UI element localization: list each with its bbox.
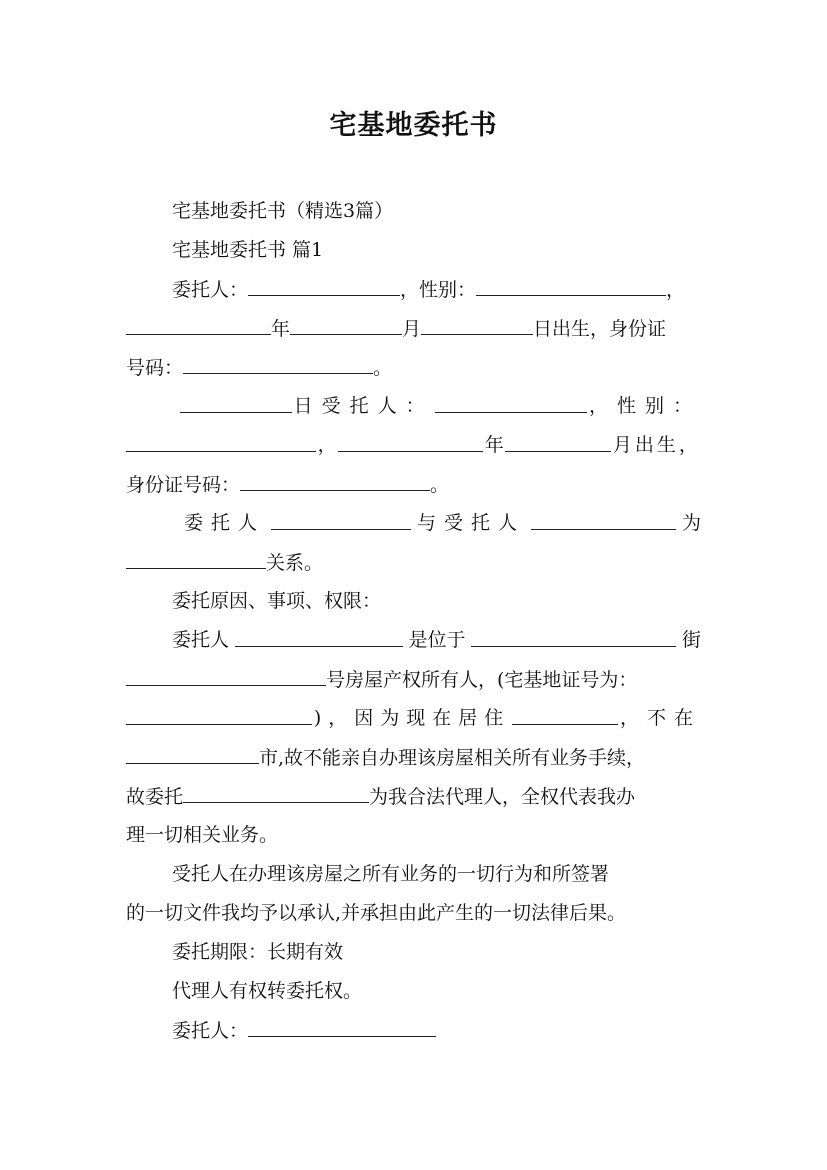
blank-field	[126, 705, 312, 725]
paragraph-line: 理一切相关业务。	[126, 824, 279, 846]
blank-field	[505, 432, 611, 452]
transfer-line: 代理人有权转委托权。	[172, 980, 363, 1002]
residence-line-2	[126, 744, 701, 770]
paragraph-line: 受托人在办理该房屋之所有业务的一切行为和所签署	[172, 863, 610, 885]
id-line	[126, 354, 701, 380]
text: 日受托人：	[293, 395, 434, 417]
blank-field	[126, 432, 316, 452]
paragraph-line: 的一切文件我均予以承认,并承担由此产生的一切法律后果。	[126, 902, 627, 924]
agent-appoint-line	[126, 783, 701, 809]
text: 年	[271, 318, 291, 340]
text: 号房屋产权所有人，(宅基地证号为：	[326, 669, 638, 691]
blank-field	[435, 393, 587, 413]
blank-field	[180, 393, 292, 413]
blank-field	[126, 744, 259, 764]
principal-line	[172, 276, 701, 302]
text: 关系。	[266, 552, 324, 574]
text: 月出生，	[612, 434, 701, 456]
subtitle: 宅基地委托书（精选3篇）	[172, 200, 394, 222]
blank-field	[183, 783, 369, 803]
text: 是位于	[408, 629, 466, 651]
text: 日出生，身份证	[533, 318, 667, 340]
text: ，性别：	[400, 279, 477, 301]
blank-field	[421, 315, 533, 335]
blank-field	[271, 510, 411, 530]
blank-field	[531, 510, 676, 530]
blank-field	[248, 276, 400, 296]
text: 为	[681, 512, 701, 534]
blank-field	[126, 666, 326, 686]
text: 号码：	[126, 357, 184, 379]
text: ，不在	[619, 707, 701, 729]
text: ，	[317, 434, 337, 456]
text: 为我合法代理人，全权代表我办	[369, 786, 636, 808]
text: 委托人	[172, 629, 230, 651]
blank-field	[290, 315, 402, 335]
text: 委托人：	[172, 279, 249, 301]
text: 。	[430, 474, 450, 496]
blank-field	[476, 276, 666, 296]
relation-line-2	[126, 549, 701, 575]
property-line	[172, 627, 701, 653]
text: 市,故不能亲自办理该房屋相关所有业务手续，	[259, 747, 646, 769]
blank-field	[471, 627, 676, 647]
text: 故委托	[126, 786, 184, 808]
blank-field	[183, 354, 373, 374]
term-line: 委托期限：长期有效	[172, 941, 344, 963]
reason-heading: 委托原因、事项、权限：	[172, 590, 382, 612]
text: 与受托人	[416, 512, 525, 534]
signature-blank	[248, 1017, 436, 1037]
text: 委托人	[184, 512, 266, 534]
signature-line	[172, 1017, 701, 1043]
text: ，性别：	[588, 395, 701, 417]
document-title: 宅基地委托书	[329, 110, 498, 141]
agent-birth-line	[126, 432, 701, 458]
blank-field	[240, 471, 430, 491]
text: 委托人：	[172, 1020, 249, 1042]
birth-line	[126, 315, 701, 341]
text: 月	[402, 318, 422, 340]
blank-field	[126, 549, 266, 569]
section-heading: 宅基地委托书 篇1	[172, 239, 324, 261]
text: 身份证号码：	[126, 474, 241, 496]
residence-line	[126, 705, 701, 731]
text: )，因为现在居住	[313, 707, 511, 729]
agent-line	[180, 393, 701, 419]
blank-field	[126, 315, 271, 335]
blank-field	[235, 627, 403, 647]
property-line-2	[126, 666, 701, 692]
relation-line	[184, 510, 701, 536]
text: 。	[373, 357, 393, 379]
blank-field	[512, 705, 618, 725]
agent-id-line	[126, 471, 701, 497]
text: 街	[681, 629, 701, 651]
blank-field	[338, 432, 483, 452]
text: 年	[484, 434, 504, 456]
text: ，	[666, 279, 686, 301]
